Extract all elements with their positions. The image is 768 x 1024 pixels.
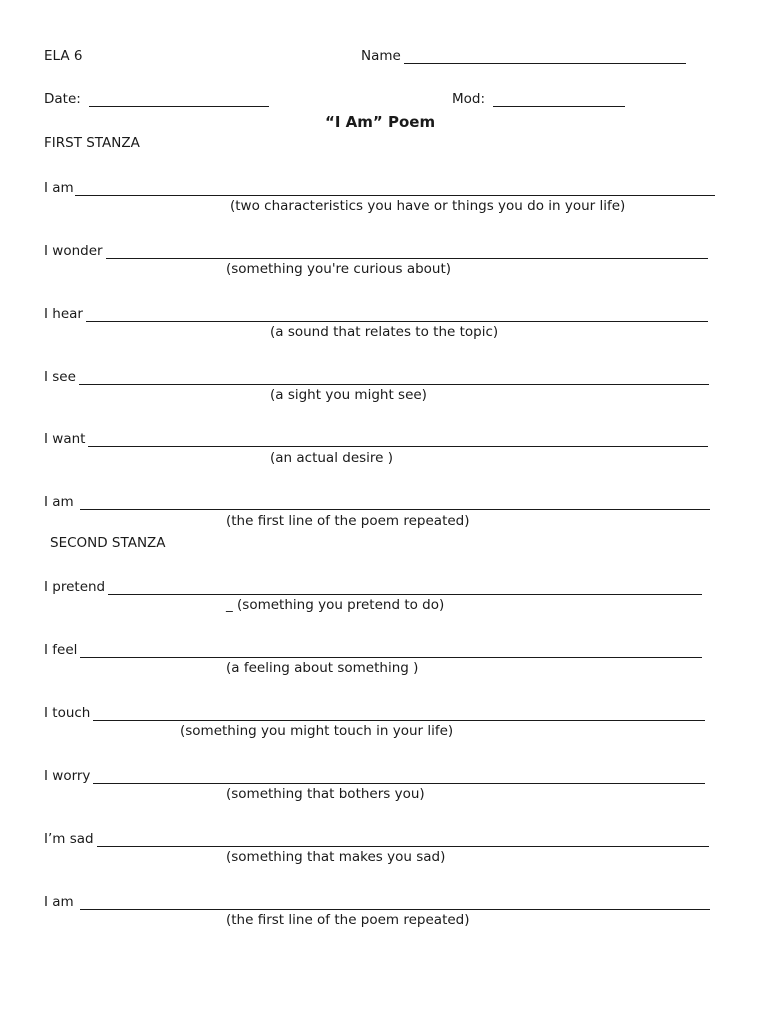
poem-line[interactable] xyxy=(44,429,708,447)
poem-line[interactable] xyxy=(44,703,705,721)
line-blank[interactable] xyxy=(79,371,709,385)
line-prompt: I worry xyxy=(44,768,91,784)
poem-line[interactable] xyxy=(44,241,708,259)
line-prompt: I am xyxy=(44,894,74,910)
line-hint: (something you're curious about) xyxy=(226,261,452,277)
poem-line[interactable] xyxy=(44,892,710,910)
line-hint: (the first line of the poem repeated) xyxy=(226,912,470,928)
poem-line[interactable] xyxy=(44,492,710,510)
line-hint: (the first line of the poem repeated) xyxy=(226,513,470,529)
poem-line[interactable] xyxy=(44,640,702,658)
mod-label: Mod: xyxy=(452,91,486,107)
name-field[interactable] xyxy=(361,46,686,64)
line-blank[interactable] xyxy=(80,896,710,910)
poem-line[interactable] xyxy=(44,178,715,196)
name-blank[interactable] xyxy=(404,50,686,64)
poem-line[interactable] xyxy=(44,304,708,322)
line-blank[interactable] xyxy=(93,707,705,721)
line-prompt: I want xyxy=(44,431,86,447)
date-label: Date: xyxy=(44,91,81,107)
line-prompt: I feel xyxy=(44,642,78,658)
line-hint: (two characteristics you have or things you do in your life) xyxy=(230,198,626,214)
line-blank[interactable] xyxy=(93,770,705,784)
line-blank[interactable] xyxy=(80,644,702,658)
date-field[interactable] xyxy=(44,89,269,107)
line-prompt: I pretend xyxy=(44,579,106,595)
line-prompt: I hear xyxy=(44,306,83,322)
line-hint: (something you might touch in your life) xyxy=(180,723,454,739)
line-prompt: I touch xyxy=(44,705,91,721)
poem-line[interactable] xyxy=(44,577,702,595)
page-title: “I Am” Poem xyxy=(325,113,436,131)
class-label: ELA 6 xyxy=(44,48,83,64)
name-label: Name xyxy=(361,48,401,64)
poem-line[interactable] xyxy=(44,367,709,385)
line-blank[interactable] xyxy=(80,496,710,510)
line-hint: (something that bothers you) xyxy=(226,786,425,802)
poem-line[interactable] xyxy=(44,766,705,784)
line-blank[interactable] xyxy=(88,433,708,447)
line-prompt: I see xyxy=(44,369,76,385)
line-prompt: I wonder xyxy=(44,243,103,259)
first-stanza-heading: FIRST STANZA xyxy=(44,135,140,151)
line-prompt: I am xyxy=(44,180,74,196)
line-hint: (something that makes you sad) xyxy=(226,849,446,865)
line-blank[interactable] xyxy=(97,833,709,847)
line-prompt: I am xyxy=(44,494,74,510)
mod-blank[interactable] xyxy=(493,93,625,107)
line-hint: (an actual desire ) xyxy=(270,450,394,466)
date-blank[interactable] xyxy=(89,93,269,107)
mod-field[interactable] xyxy=(452,89,625,107)
line-hint: (a feeling about something ) xyxy=(226,660,419,676)
line-hint: (a sight you might see) xyxy=(270,387,427,403)
line-prompt: I’m sad xyxy=(44,831,94,847)
line-blank[interactable] xyxy=(108,581,702,595)
line-hint: _ (something you pretend to do) xyxy=(226,597,445,613)
line-hint: (a sound that relates to the topic) xyxy=(270,324,499,340)
line-blank[interactable] xyxy=(106,245,708,259)
second-stanza-heading: SECOND STANZA xyxy=(50,535,166,551)
line-blank[interactable] xyxy=(86,308,708,322)
line-blank[interactable] xyxy=(75,182,715,196)
poem-line[interactable] xyxy=(44,829,709,847)
